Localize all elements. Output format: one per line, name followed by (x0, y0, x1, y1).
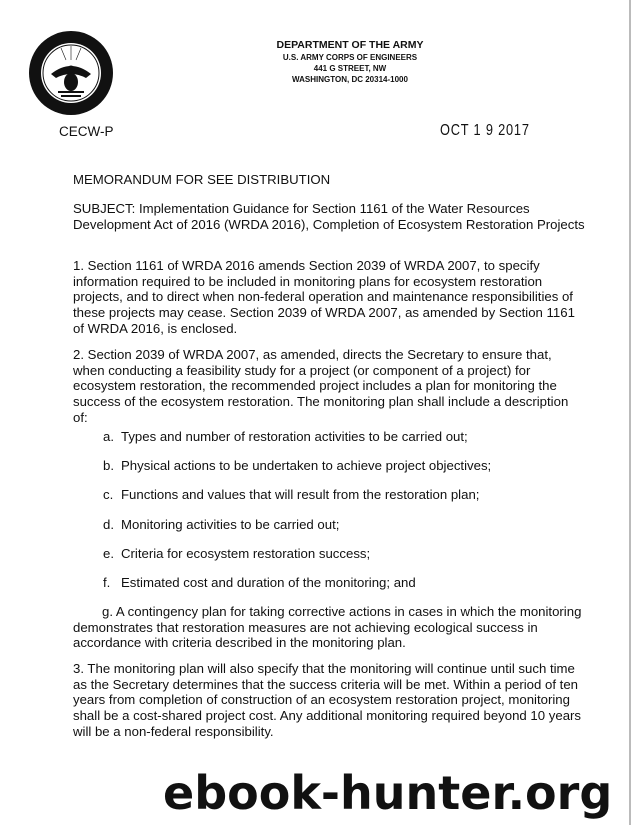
list-item-e (103, 546, 370, 562)
letterhead-org: DEPARTMENT OF THE ARMY (276, 39, 424, 51)
item-label: b. (103, 458, 114, 473)
subject-line: Development Act of 2016 (WRDA 2016), Completion of Ecosystem Restoration Projects (73, 216, 585, 232)
item-text: Physical actions to be undertaken to achieve project objectives; (121, 458, 492, 473)
text-line: shall be a cost-shared project cost. Any additional monitoring required beyond 10 years (73, 708, 582, 724)
item-text: Criteria for ecosystem restoration success; (121, 546, 371, 561)
list-item-c (103, 487, 479, 503)
item-label: f. (103, 575, 111, 590)
dod-seal-logo (28, 30, 114, 116)
text-line: g. A contingency plan for taking corrective actions in cases in which the monitoring (102, 604, 582, 619)
item-text: Types and number of restoration activities to be carried out; (121, 429, 468, 444)
text-line: of: (73, 409, 88, 425)
letterhead-sub1: U.S. ARMY CORPS OF ENGINEERS (282, 53, 418, 62)
text-line: projects, and to direct when non-federal operation and maintenance responsibilities of (73, 289, 573, 305)
text-line: success of the ecosystem restoration. The monitoring plan shall include a description (73, 394, 569, 410)
text-line: years from completion of construction of an ecosystem restoration project, monitoring (73, 692, 570, 708)
text-line: these projects may cease. Section 2039 of WRDA 2007, as amended by Section 1161 (73, 305, 575, 321)
watermark: ebook-hunter.org (163, 766, 613, 820)
text-line: ecosystem restoration, the recommended project includes a plan for monitoring the (73, 378, 557, 394)
item-label: e. (103, 546, 114, 561)
list-item-a (103, 429, 468, 445)
text-line: as the Secretary determines that the success criteria will be met. Within a period of ten (73, 676, 579, 692)
date-stamp: OCT 1 9 2017 (440, 122, 530, 139)
subject (73, 201, 585, 232)
text-line: 3. The monitoring plan will also specify that the monitoring will continue until such time (73, 661, 575, 676)
letterhead-city: WASHINGTON, DC 20314-1000 (292, 75, 408, 84)
item-text: Estimated cost and duration of the monitoring; and (121, 575, 416, 590)
text-line: will be a non-federal responsibility. (73, 723, 274, 739)
letterhead-address: 441 G STREET, NW (313, 64, 387, 73)
list-item-g (73, 604, 581, 651)
text-line: demonstrates that restoration measures are not achieving ecological success in (73, 619, 538, 635)
item-label: a. (103, 429, 114, 444)
list-item-d (103, 517, 339, 533)
text-line: of WRDA 2016, is enclosed. (73, 320, 238, 336)
item-label: c. (103, 487, 114, 502)
text-line: 1. Section 1161 of WRDA 2016 amends Section 2039 of WRDA 2007, to specify (73, 258, 540, 273)
item-text: Functions and values that will result from the restoration plan; (121, 487, 480, 502)
scan-edge (629, 0, 631, 825)
memo-for: MEMORANDUM FOR SEE DISTRIBUTION (73, 172, 331, 187)
text-line: accordance with criteria described in the monitoring plan. (73, 635, 406, 651)
text-line: information required to be included in monitoring plans for ecosystem restoration (73, 273, 543, 289)
item-label: d. (103, 517, 114, 532)
subject-line: SUBJECT: Implementation Guidance for Section 1161 of the Water Resources (73, 201, 530, 216)
paragraph-1 (73, 258, 575, 337)
text-line: 2. Section 2039 of WRDA 2007, as amended, directs the Secretary to ensure that, (73, 347, 552, 362)
paragraph-3 (73, 661, 581, 740)
item-text: Monitoring activities to be carried out; (121, 517, 340, 532)
paragraph-2 (73, 347, 568, 426)
office-symbol: CECW-P (59, 124, 114, 139)
list-item-f (103, 575, 416, 591)
text-line: when conducting a feasibility study for a project (or component of a project) for (73, 362, 531, 378)
list-item-b (103, 458, 491, 474)
